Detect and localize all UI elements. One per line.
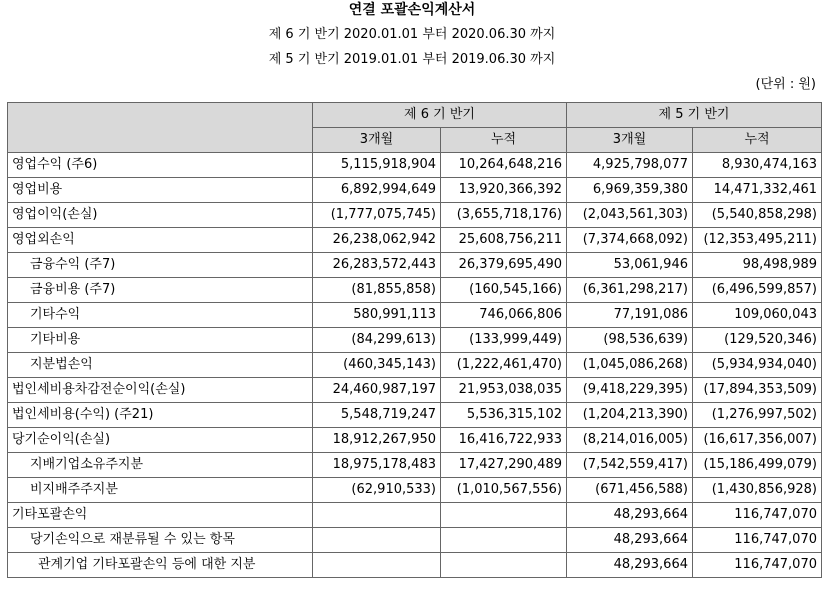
- row-value: (17,894,353,509): [693, 378, 822, 403]
- row-value: 116,747,070: [693, 503, 822, 528]
- row-value: 10,264,648,216: [441, 153, 567, 178]
- row-value: 21,953,038,035: [441, 378, 567, 403]
- header-account-cell: [8, 103, 313, 153]
- table-row: [8, 178, 822, 203]
- row-label: 영업이익(손실): [8, 203, 313, 228]
- row-value: (1,430,856,928): [693, 478, 822, 503]
- row-value: 18,912,267,950: [313, 428, 441, 453]
- row-value: 26,238,062,942: [313, 228, 441, 253]
- row-label: 기타비용: [8, 328, 313, 353]
- row-value: (84,299,613): [313, 328, 441, 353]
- table-row: [8, 428, 822, 453]
- table-row: [8, 303, 822, 328]
- row-label: 관계기업 기타포괄손익 등에 대한 지분: [8, 553, 313, 578]
- row-value: 48,293,664: [567, 553, 693, 578]
- row-value: 13,920,366,392: [441, 178, 567, 203]
- row-value: (3,655,718,176): [441, 203, 567, 228]
- table-body: [8, 153, 822, 578]
- row-value: [441, 553, 567, 578]
- row-value: (62,910,533): [313, 478, 441, 503]
- row-value: 98,498,989: [693, 253, 822, 278]
- row-value: 48,293,664: [567, 503, 693, 528]
- row-value: 17,427,290,489: [441, 453, 567, 478]
- row-value: 6,892,994,649: [313, 178, 441, 203]
- row-label: 법인세비용(수익) (주21): [8, 403, 313, 428]
- header-group-current: 제 6 기 반기: [313, 103, 567, 128]
- row-value: 25,608,756,211: [441, 228, 567, 253]
- row-value: (1,777,075,745): [313, 203, 441, 228]
- row-value: 116,747,070: [693, 553, 822, 578]
- row-value: (98,536,639): [567, 328, 693, 353]
- row-value: 77,191,086: [567, 303, 693, 328]
- row-value: 26,379,695,490: [441, 253, 567, 278]
- row-label: 지배기업소유주지분: [8, 453, 313, 478]
- row-label: 법인세비용차감전순이익(손실): [8, 378, 313, 403]
- table-row: [8, 503, 822, 528]
- row-value: 109,060,043: [693, 303, 822, 328]
- row-label: 금융비용 (주7): [8, 278, 313, 303]
- row-value: [441, 503, 567, 528]
- row-value: (12,353,495,211): [693, 228, 822, 253]
- unit-label: (단위 : 원): [755, 77, 816, 92]
- table-row: [8, 153, 822, 178]
- row-value: 8,930,474,163: [693, 153, 822, 178]
- row-label: 영업수익 (주6): [8, 153, 313, 178]
- row-label: 지분법손익: [8, 353, 313, 378]
- header-prior-3m: 3개월: [567, 128, 693, 153]
- row-value: (1,276,997,502): [693, 403, 822, 428]
- row-label: 당기순이익(손실): [8, 428, 313, 453]
- header-row-groups: [8, 103, 822, 128]
- row-value: (1,010,567,556): [441, 478, 567, 503]
- header-group-prior: 제 5 기 반기: [567, 103, 822, 128]
- row-value: (5,934,934,040): [693, 353, 822, 378]
- row-value: (160,545,166): [441, 278, 567, 303]
- header-current-cumulative: 누적: [441, 128, 567, 153]
- row-value: 5,548,719,247: [313, 403, 441, 428]
- row-value: 4,925,798,077: [567, 153, 693, 178]
- row-value: 5,536,315,102: [441, 403, 567, 428]
- row-value: (1,222,461,470): [441, 353, 567, 378]
- row-value: 746,066,806: [441, 303, 567, 328]
- row-value: 24,460,987,197: [313, 378, 441, 403]
- table-row: [8, 353, 822, 378]
- table-row: [8, 228, 822, 253]
- row-value: (15,186,499,079): [693, 453, 822, 478]
- table-row: [8, 253, 822, 278]
- period-prior: 제 5 기 반기 2019.01.01 부터 2019.06.30 까지: [268, 52, 556, 67]
- row-value: [441, 528, 567, 553]
- row-value: (81,855,858): [313, 278, 441, 303]
- table-row: [8, 378, 822, 403]
- row-value: 18,975,178,483: [313, 453, 441, 478]
- row-value: (1,204,213,390): [567, 403, 693, 428]
- row-label: 금융수익 (주7): [8, 253, 313, 278]
- table-row: [8, 328, 822, 353]
- row-value: 53,061,946: [567, 253, 693, 278]
- row-value: [313, 553, 441, 578]
- table-row: [8, 478, 822, 503]
- row-value: [313, 503, 441, 528]
- row-value: 580,991,113: [313, 303, 441, 328]
- row-value: 5,115,918,904: [313, 153, 441, 178]
- table-row: [8, 278, 822, 303]
- period-current: 제 6 기 반기 2020.01.01 부터 2020.06.30 까지: [268, 27, 556, 42]
- table-row: [8, 453, 822, 478]
- row-value: (16,617,356,007): [693, 428, 822, 453]
- header-current-3m: 3개월: [313, 128, 441, 153]
- header-prior-cumulative: 누적: [693, 128, 822, 153]
- row-value: (9,418,229,395): [567, 378, 693, 403]
- row-value: (460,345,143): [313, 353, 441, 378]
- row-value: 6,969,359,380: [567, 178, 693, 203]
- row-value: (8,214,016,005): [567, 428, 693, 453]
- row-value: (6,361,298,217): [567, 278, 693, 303]
- table-row: [8, 553, 822, 578]
- row-label: 영업비용: [8, 178, 313, 203]
- row-value: (5,540,858,298): [693, 203, 822, 228]
- row-label: 비지배주주지분: [8, 478, 313, 503]
- row-value: (6,496,599,857): [693, 278, 822, 303]
- row-value: 48,293,664: [567, 528, 693, 553]
- row-value: [313, 528, 441, 553]
- table-row: [8, 203, 822, 228]
- row-value: (2,043,561,303): [567, 203, 693, 228]
- row-value: (7,374,668,092): [567, 228, 693, 253]
- row-value: (7,542,559,417): [567, 453, 693, 478]
- row-value: 16,416,722,933: [441, 428, 567, 453]
- table-row: [8, 528, 822, 553]
- statement-title: 연결 포괄손익계산서: [348, 2, 476, 18]
- row-value: 14,471,332,461: [693, 178, 822, 203]
- row-value: 116,747,070: [693, 528, 822, 553]
- row-label: 기타수익: [8, 303, 313, 328]
- income-statement-table: [7, 102, 822, 578]
- row-value: (129,520,346): [693, 328, 822, 353]
- table-row: [8, 403, 822, 428]
- row-label: 기타포괄손익: [8, 503, 313, 528]
- row-value: (1,045,086,268): [567, 353, 693, 378]
- row-value: (671,456,588): [567, 478, 693, 503]
- row-label: 영업외손익: [8, 228, 313, 253]
- row-value: 26,283,572,443: [313, 253, 441, 278]
- row-label: 당기손익으로 재분류될 수 있는 항목: [8, 528, 313, 553]
- row-value: (133,999,449): [441, 328, 567, 353]
